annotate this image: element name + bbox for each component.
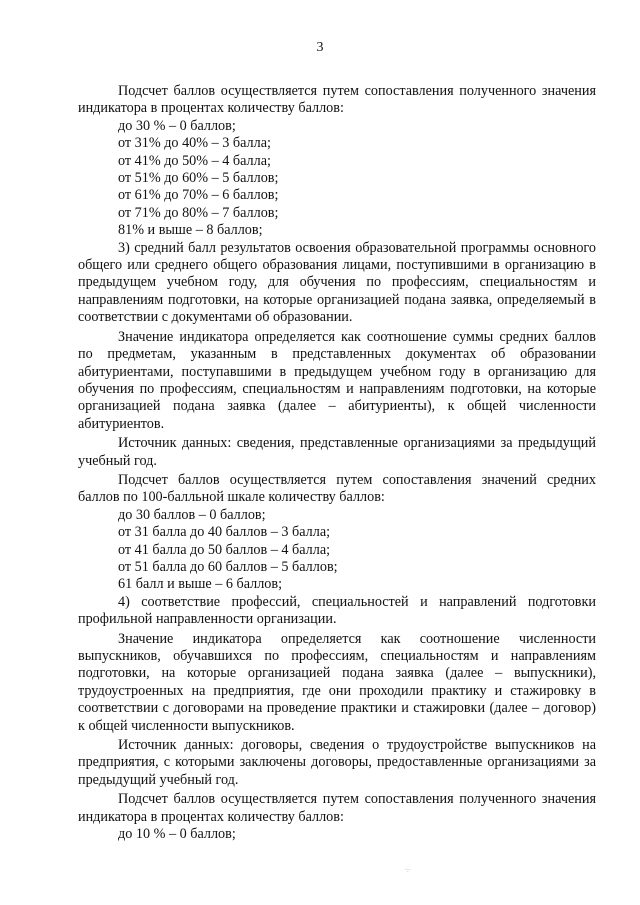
paragraph: Значение индикатора определяется как соотношение численности выпускников, обучавшихся по профессиям, специальностям и направлениям подготовки, на которые организацией подана заявка (далее – выпускники), трудоустроенных на предприятия, где они проходили практику и стажировку в соответствии с договорами на проведение практики и стажировки (далее – договор) к общей численности выпускников. (78, 630, 596, 734)
score-list-item: от 41 балла до 50 баллов – 4 балла; (118, 541, 331, 558)
paragraph: Подсчет баллов осуществляется путем сопоставления полученного значения индикатора в процентах количеству баллов: (78, 791, 596, 825)
score-list-item: 81% и выше – 8 баллов; (118, 222, 263, 239)
score-list-item: от 41% до 50% – 4 балла; (118, 152, 271, 169)
score-list-item: от 51 балла до 60 баллов – 5 баллов; (118, 558, 338, 575)
score-list-item: от 61% до 70% – 6 баллов; (118, 187, 279, 204)
score-list-item: 61 балл и выше – 6 баллов; (118, 576, 283, 593)
paragraph: 4) соответствие профессий, специальностей и направлений подготовки профильной направленности организации. (78, 593, 596, 628)
paragraph: Подсчет баллов осуществляется путем сопоставления полученного значения индикатора в процентах количеству баллов: (78, 83, 596, 117)
score-list-item: до 10 % – 0 баллов; (118, 826, 236, 843)
scan-mark: ·:· (405, 867, 411, 874)
score-list-item: до 30 баллов – 0 баллов; (118, 506, 266, 523)
score-list-item: от 51% до 60% – 5 баллов; (118, 170, 279, 187)
paragraph: Источник данных: сведения, представленные организациями за предыдущий учебный год. (78, 435, 596, 469)
paragraph: Источник данных: договоры, сведения о трудоустройстве выпускников на предприятия, с которыми заключены договоры, предоставленные организациями за предыдущий учебный год. (78, 737, 596, 788)
page-number: 3 (316, 40, 324, 55)
paragraph: Подсчет баллов осуществляется путем сопоставления значений средних баллов по 100-балльной шкале количеству баллов: (78, 471, 596, 506)
document-body (78, 83, 596, 843)
score-list-item: от 71% до 80% – 7 баллов; (118, 204, 279, 221)
score-list-item: от 31% до 40% – 3 балла; (118, 135, 271, 152)
score-list-item: до 30 % – 0 баллов; (118, 117, 236, 134)
paragraph: 3) средний балл результатов освоения образовательной программы основного общего или среднего общего образования лицами, поступившими в организацию в предыдущем учебном году, для обучения по профессиям, специальностям и направлениям подготовки, на которые организацией подана заявка, определяемый в соответствии с документами об образовании. (78, 239, 596, 326)
score-list-item: от 31 балла до 40 баллов – 3 балла; (118, 524, 331, 541)
paragraph: Значение индикатора определяется как соотношение суммы средних баллов по предметам, указанным в представленных документах об образовании абитуриентами, поступавшими в предыдущем учебном году в организацию для обучения по профессиям, специальностям и направлениям подготовки, на которые организацией подана заявка (далее – абитуриенты), к общей численности абитуриентов. (78, 328, 596, 432)
